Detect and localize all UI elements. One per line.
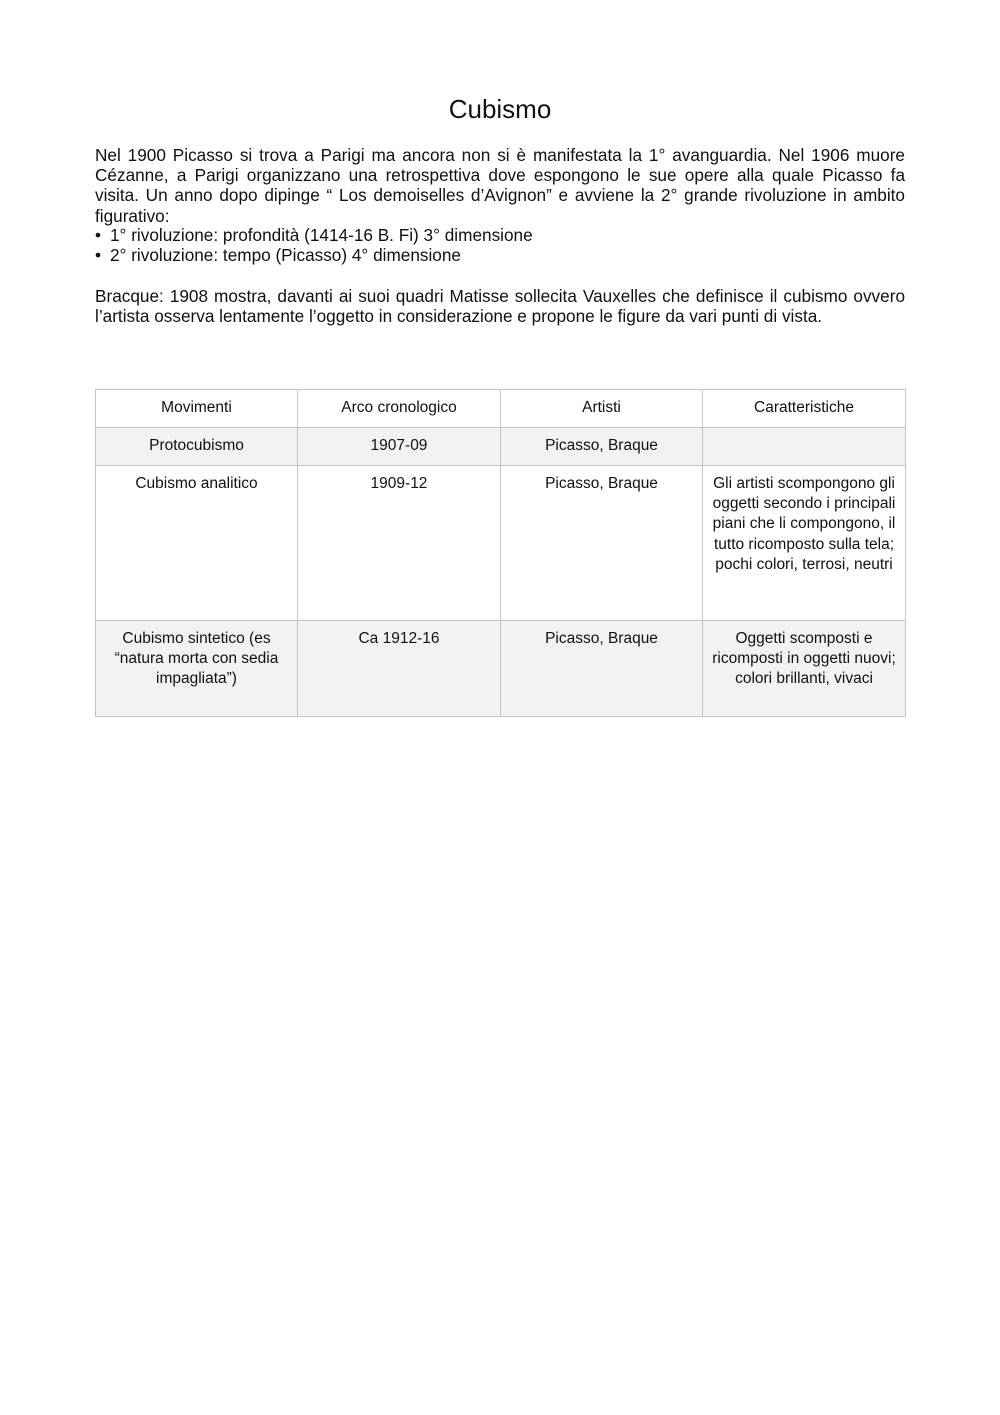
table-cell: Gli artisti scompongono gli oggetti secondo i principali piani che li compongono, il tutto ricomposto sulla tela; pochi colori, terrosi, neutri <box>703 466 906 621</box>
bullet-icon: • <box>95 225 102 245</box>
table-header-row <box>96 390 906 428</box>
table-header-cell: Artisti <box>501 390 703 428</box>
bullet-text: 1° rivoluzione: profondità (1414-16 B. Fi) 3° dimensione <box>110 225 533 245</box>
bullet-item <box>95 225 905 245</box>
table-cell: Protocubismo <box>96 428 298 466</box>
table-cell: Cubismo analitico <box>96 466 298 621</box>
table-cell: 1907-09 <box>298 428 501 466</box>
table-cell: Picasso, Braque <box>501 466 703 621</box>
table-cell: Picasso, Braque <box>501 428 703 466</box>
bracque-paragraph: Bracque: 1908 mostra, davanti ai suoi quadri Matisse sollecita Vauxelles che definisce il cubismo ovvero l’artista osserva lentamente l’oggetto in considerazione e propone le figure da vari punti di vista. <box>95 286 905 327</box>
table-row <box>96 466 906 621</box>
table-cell: Picasso, Braque <box>501 621 703 717</box>
movements-table <box>95 389 906 717</box>
table-cell: Cubismo sintetico (es “natura morta con sedia impagliata”) <box>96 621 298 717</box>
table-row <box>96 621 906 717</box>
table-header-cell: Arco cronologico <box>298 390 501 428</box>
bullet-list <box>95 225 905 265</box>
bullet-text: 2° rivoluzione: tempo (Picasso) 4° dimensione <box>110 245 461 266</box>
page-title: Cubismo <box>448 94 552 124</box>
table-cell: Ca 1912-16 <box>298 621 501 717</box>
table-cell: 1909-12 <box>298 466 501 621</box>
table-row <box>96 428 906 466</box>
intro-paragraph: Nel 1900 Picasso si trova a Parigi ma ancora non si è manifestata la 1° avanguardia. Nel 1906 muore Cézanne, a Parigi organizzano una retrospettiva dove espongono le sue opere alla quale Picasso fa visita. Un anno dopo dipinge “ Los demoiselles d’Avignon” e avviene la 2° grande rivoluzione in ambito figurativo: <box>95 145 905 226</box>
bullet-item <box>95 245 905 265</box>
bullet-icon: • <box>95 245 102 266</box>
table-cell: Oggetti scomposti e ricomposti in oggetti nuovi; colori brillanti, vivaci <box>703 621 906 717</box>
table-header-cell: Caratteristiche <box>703 390 906 428</box>
table-cell <box>703 428 906 466</box>
table-header-cell: Movimenti <box>96 390 298 428</box>
